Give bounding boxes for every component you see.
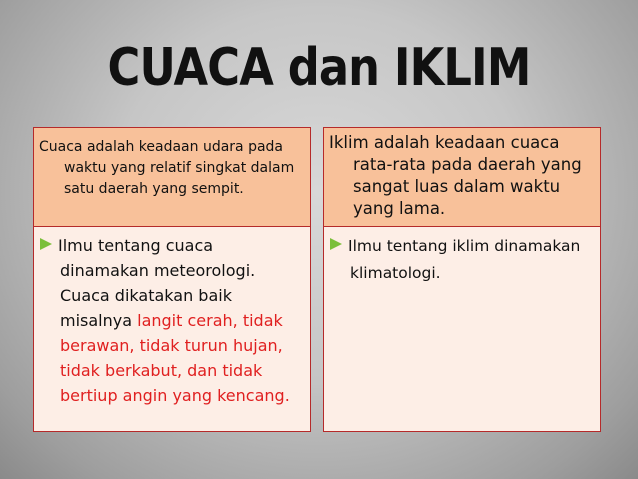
cuaca-bullet-text: Ilmu tentang cuaca dinamakan meteorologi. Cuaca dikatakan baik misalnya bbox=[58, 236, 256, 330]
cuaca-body bbox=[34, 227, 310, 408]
cuaca-box bbox=[33, 127, 311, 432]
cuaca-bullet bbox=[40, 233, 300, 408]
bullet-icon bbox=[330, 238, 342, 250]
iklim-body bbox=[324, 227, 600, 287]
iklim-bullet bbox=[330, 233, 590, 287]
iklim-definition: Iklim adalah keadaan cuaca rata-rata pada daerah yang sangat luas dalam waktu yang lama. bbox=[329, 133, 582, 218]
iklim-header bbox=[324, 128, 600, 227]
cuaca-bullet-highlight: langit cerah, tidak berawan, tidak turun hujan, tidak berkabut, dan tidak bertiup angin yang kencang. bbox=[60, 311, 290, 405]
slide-title: CUACA dan IKLIM bbox=[107, 38, 531, 98]
bullet-icon bbox=[40, 238, 52, 250]
cuaca-definition: Cuaca adalah keadaan udara pada waktu yang relatif singkat dalam satu daerah yang sempit. bbox=[39, 139, 295, 197]
cuaca-header bbox=[34, 128, 310, 227]
iklim-box bbox=[323, 127, 601, 432]
iklim-bullet-text: Ilmu tentang iklim dinamakan klimatologi. bbox=[348, 237, 581, 282]
